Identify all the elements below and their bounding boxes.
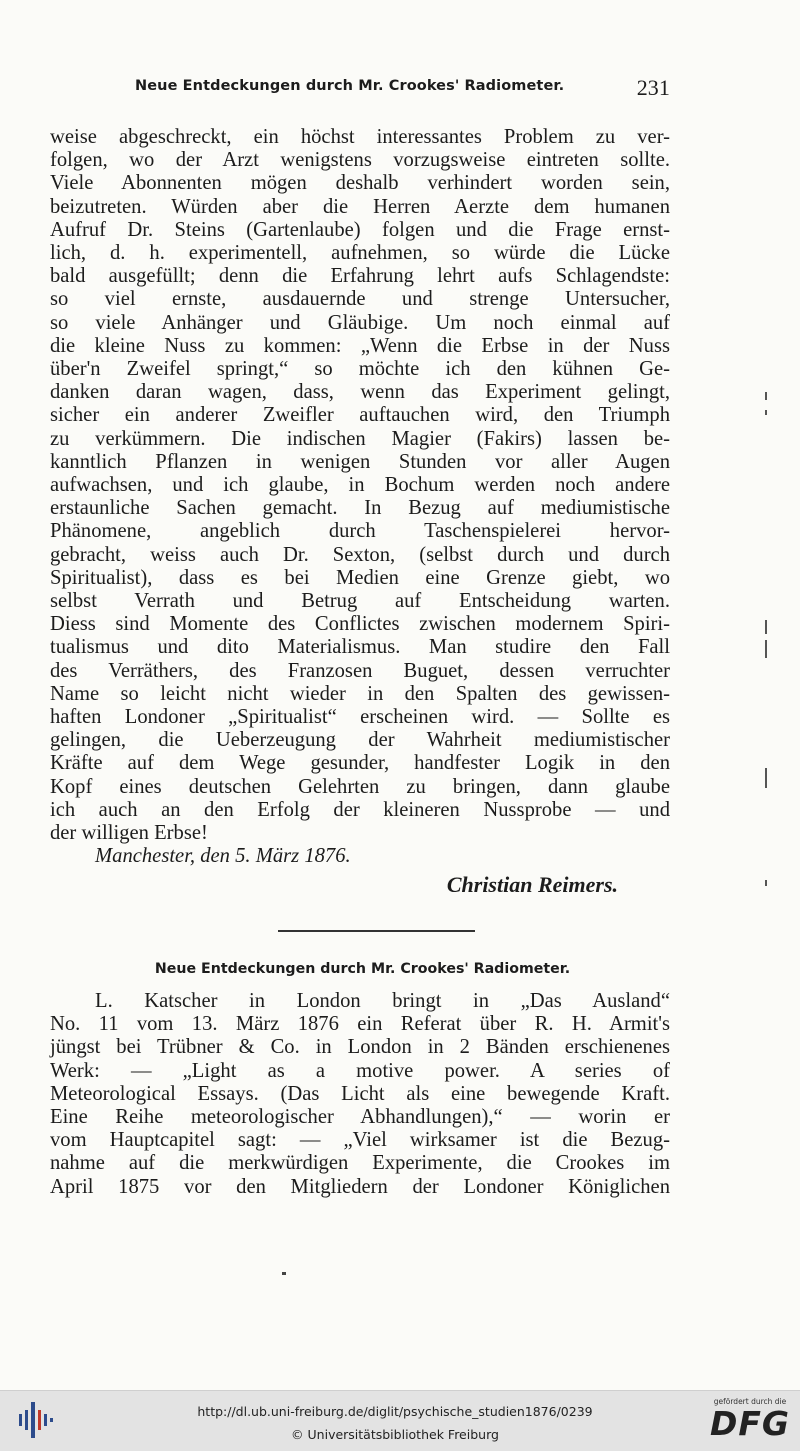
margin-mark [765,880,767,886]
text-line: bald ausgefüllt; denn die Erfahrung lehrt aufs Schlagendste: [50,265,670,288]
text-line: folgen, wo der Arzt wenigstens vorzugsweise eintreten sollte. [50,149,670,172]
article-body-continuation [50,126,670,896]
running-title: Neue Entdeckungen durch Mr. Crookes' Radiometer. [135,78,565,94]
text-line: Werk: — „Light as a motive power. A series of [50,1059,670,1082]
viewer-footer [0,1390,800,1451]
author-signature: Christian Reimers. [446,871,618,897]
text-line: No. 11 vom 13. März 1876 ein Referat über R. H. Armit's [50,1013,670,1036]
text-line: weise abgeschreckt, ein höchst interessantes Problem zu ver- [50,126,670,148]
text-line: Phänomene, angeblich durch Taschenspielerei hervor- [50,520,670,543]
dateline: Manchester, den 5. März 1876. [95,845,351,868]
text-line: haften Londoner „Spiritualist“ erscheinen wird. — Sollte es [50,706,670,729]
text-line: Viele Abonnenten mögen deshalb verhindert worden sein, [50,172,670,195]
margin-mark [765,410,767,415]
margin-mark [765,620,767,634]
dfg-logo-text: DFG [709,1404,791,1443]
margin-mark [765,768,767,788]
text-line: Meteorological Essays. (Das Licht als eine bewegende Kraft. [50,1082,670,1105]
text-line: über'n Zweifel springt,“ so möchte ich den kühnen Ge- [50,358,670,381]
text-line: gelingen, die Ueberzeugung der Wahrheit mediumistischer [50,729,670,752]
text-line: gebracht, weiss auch Dr. Sexton, (selbst durch und durch [50,543,670,566]
permalink-url[interactable]: http://dl.ub.uni-freiburg.de/diglit/psychische_studien1876/0239 [197,1404,593,1419]
copyright-notice: © Universitätsbibliothek Freiburg [291,1427,499,1442]
text-line: ich auch an den Erfolg der kleineren Nussprobe — und [50,798,670,821]
text-line: aufwachsen, und ich glaube, in Bochum werden noch andere [50,474,670,497]
text-line: beizutreten. Würden aber die Herren Aerzte dem humanen [50,195,670,218]
text-line: so viel ernste, ausdauernde und strenge Untersucher, [50,288,670,311]
page-number: 231 [636,75,670,100]
text-line: sicher ein anderer Zweifler auftauchen wird, den Triumph [50,404,670,427]
text-line: nahme auf die merkwürdigen Experimente, die Crookes im [50,1152,670,1175]
text-line: jüngst bei Trübner & Co. in London in 2 Bänden erschienenes [50,1036,670,1059]
text-line: kanntlich Pflanzen in wenigen Stunden vor aller Augen [50,450,670,473]
dfg-logo [706,1397,794,1442]
text-line: die kleine Nuss zu kommen: „Wenn die Erbse in der Nuss [50,334,670,357]
text-line: April 1875 vor den Mitgliedern der Londoner Königlichen [50,1175,670,1198]
text-line: zu verkümmern. Die indischen Magier (Fakirs) lassen be- [50,427,670,450]
text-line: Aufruf Dr. Steins (Gartenlaube) folgen und die Frage ernst- [50,218,670,241]
text-line: Kräfte auf dem Wege gesunder, handfester Logik in den [50,752,670,775]
dfg-caption: gefördert durch die [713,1397,787,1406]
text-line: danken daran wagen, dass, wenn das Experiment gelingt, [50,381,670,404]
text-line: selbst Verrath und Betrug auf Entscheidung warten. [50,590,670,613]
section-divider [278,930,475,932]
text-line: tualismus und dito Materialismus. Man studire den Fall [50,636,670,659]
text-line: L. Katscher in London bringt in „Das Ausland“ [95,990,670,1012]
text-line: vom Hauptcapitel sagt: — „Viel wirksamer ist die Bezug- [50,1129,670,1152]
margin-mark [765,392,767,400]
margin-mark [765,640,767,658]
text-line: Name so leicht nicht wieder in den Spalten des gewissen- [50,682,670,705]
article-title: Neue Entdeckungen durch Mr. Crookes' Radiometer. [154,961,571,977]
text-line: lich, d. h. experimentell, aufnehmen, so würde die Lücke [50,242,670,265]
article-body [50,990,670,1199]
text-line: Diess sind Momente des Conflictes zwischen modernem Spiri- [50,613,670,636]
stray-mark [282,1272,286,1275]
text-line: Spiritualist), dass es bei Medien eine Grenze giebt, wo [50,566,670,589]
text-line: so viele Anhänger und Gläubige. Um noch einmal auf [50,311,670,334]
text-line: Kopf eines deutschen Gelehrten zu bringen, dann glaube [50,775,670,798]
text-line: erstaunliche Sachen gemacht. In Bezug auf mediumistische [50,497,670,520]
text-line: Eine Reihe meteorologischer Abhandlungen),“ — worin er [50,1106,670,1129]
running-head [135,75,670,100]
text-line: der willigen Erbse! [50,822,208,845]
text-line: des Verräthers, des Franzosen Buguet, dessen verruchter [50,659,670,682]
